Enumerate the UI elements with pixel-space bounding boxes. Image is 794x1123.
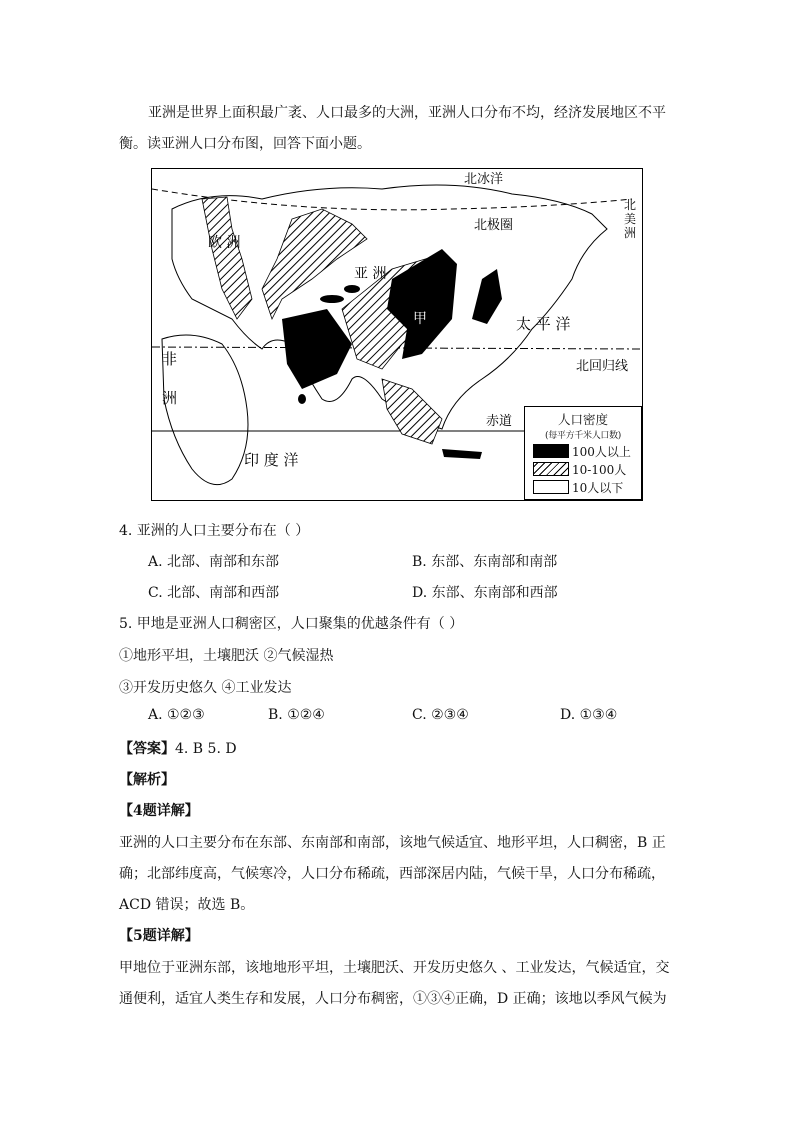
q5-statements-1: ①地形平坦，土壤肥沃 ②气候湿热 — [119, 648, 334, 664]
dense-spot-3 — [298, 394, 306, 404]
legend-swatch-black — [533, 444, 569, 458]
legend-item-low — [533, 479, 641, 495]
label-africa-2: 洲 — [162, 389, 178, 407]
label-equator: 赤道 — [486, 414, 513, 429]
q5-option-a: A. ①②③ — [148, 707, 205, 723]
label-tropic: 北回归线 — [576, 359, 629, 374]
asia-population-map — [151, 168, 643, 501]
legend-label: 10人以下 — [572, 480, 624, 495]
answer-line — [119, 738, 237, 758]
dense-spot-1 — [320, 295, 344, 303]
q4-option-c: C. 北部、南部和西部 — [148, 585, 280, 601]
label-indian-ocean: 印 度 洋 — [244, 451, 299, 469]
legend-swatch-white — [533, 480, 569, 494]
map-legend — [524, 406, 642, 500]
analysis-tag: 【解析】 — [119, 772, 175, 788]
q5-detail-tag: 【5题详解】 — [119, 928, 199, 944]
q4-detail-tag: 【4题详解】 — [119, 803, 199, 819]
q5-detail-line-1: 甲地位于亚洲东部，该地地形平坦，土壤肥沃、开发历史悠久 、工业发达，气候适宜，交 — [119, 960, 670, 976]
legend-item-high — [533, 443, 641, 459]
q5-statements-2: ③开发历史悠久 ④工业发达 — [119, 680, 292, 696]
q4-option-d: D. 东部、东南部和西部 — [412, 585, 558, 601]
intro-line-2: 衡。读亚洲人口分布图，回答下面小题。 — [119, 136, 371, 152]
hatched-region-southeast — [382, 379, 442, 444]
hatched-region-west — [202, 197, 252, 319]
legend-subtitle: (每平方千米人口数) — [544, 431, 622, 441]
answer-tag: 【答案】 — [119, 741, 175, 757]
label-arctic-ocean: 北冰洋 — [464, 172, 504, 187]
label-north-america-3: 洲 — [624, 226, 637, 240]
legend-label: 10-100人 — [572, 462, 627, 477]
label-pacific: 太 平 洋 — [516, 315, 571, 333]
q5-option-d: D. ①③④ — [560, 707, 618, 723]
q5-option-b: B. ①②④ — [268, 707, 325, 723]
q4-stem: 4. 亚洲的人口主要分布在（ ） — [119, 523, 310, 539]
label-jia: 甲 — [413, 311, 427, 327]
legend-item-mid — [533, 461, 641, 477]
answer-text: 4. B 5. D — [175, 741, 237, 757]
intro-line-1: 亚洲是世界上面积最广袤、人口最多的大洲，亚洲人口分布不均，经济发展地区不平 — [148, 105, 666, 121]
legend-label: 100人以上 — [572, 444, 631, 459]
q4-detail-line-3: ACD 错误；故选 B。 — [119, 897, 255, 913]
label-europe: 欧 洲 — [208, 235, 241, 251]
label-north-america-2: 美 — [624, 212, 637, 226]
label-north-america-1: 北 — [624, 198, 637, 212]
dense-region-java — [442, 449, 482, 459]
q4-detail-line-2: 确；北部纬度高，气候寒冷，人口分布稀疏，西部深居内陆，气候干旱，人口分布稀疏， — [119, 866, 665, 882]
q5-option-c: C. ②③④ — [412, 707, 469, 723]
q5-detail-line-2: 通便利，适宜人类生存和发展，人口分布稠密，①③④正确，D 正确；该地以季风气候为 — [119, 991, 667, 1007]
q4-option-b: B. 东部、东南部和南部 — [412, 554, 558, 570]
dense-region-india — [282, 309, 352, 389]
dense-spot-2 — [344, 285, 360, 293]
dense-region-japan — [472, 269, 502, 324]
q4-detail-line-1: 亚洲的人口主要分布在东部、东南部和南部，该地气候适宜、地形平坦，人口稠密，B 正 — [119, 835, 666, 851]
q4-option-a: A. 北部、南部和东部 — [148, 554, 280, 570]
label-asia: 亚 洲 — [354, 266, 387, 282]
legend-title: 人口密度 — [557, 412, 608, 427]
legend-swatch-hatched — [533, 462, 569, 476]
label-arctic-circle: 北极圈 — [474, 218, 514, 233]
q5-stem: 5. 甲地是亚洲人口稠密区，人口聚集的优越条件有（ ） — [119, 616, 464, 632]
label-africa-1: 非 — [162, 350, 178, 368]
